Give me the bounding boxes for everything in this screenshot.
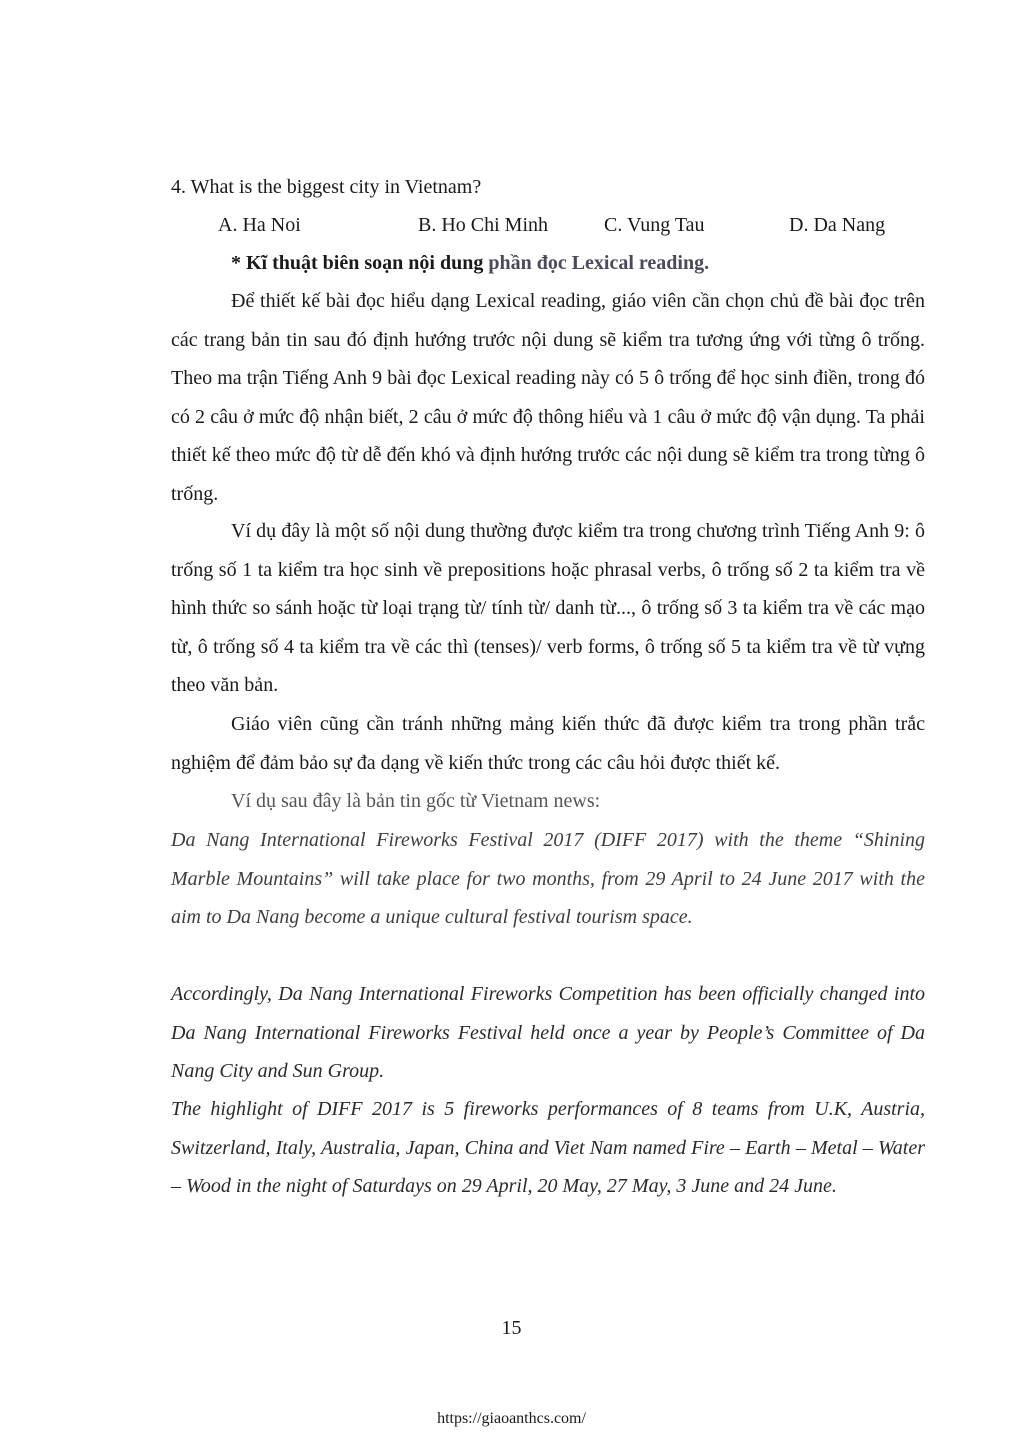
question-text: 4. What is the biggest city in Vietnam? — [171, 176, 482, 198]
heading-accent: phần đọc Lexical reading. — [488, 252, 710, 274]
paragraph-examples: Ví dụ đây là một số nội dung thường được kiểm tra trong chương trình Tiếng Anh 9: ô trống số 1 ta kiểm tra học sinh về prepositions hoặc phrasal verbs, ô trống số 2 ta kiểm tra về hình thức so sánh hoặc từ loại trạng từ/ tính từ/ danh từ..., ô trống số 3 ta kiểm tra về các mạo từ, ô trống số 4 ta kiểm tra về các thì (tenses)/ verb forms, ô trống số 5 ta kiểm tra về từ vựng theo văn bản. — [171, 520, 925, 696]
answer-options — [0, 211, 1023, 239]
news-paragraph-1: Da Nang International Fireworks Festival 2017 (DIFF 2017) with the theme “Shining Marble Mountains” will take place for two months, from 29 April to 24 June 2017 with the aim to Da Nang become a unique cultural festival tourism space. — [171, 829, 925, 928]
option-a: A. Ha Noi — [218, 214, 301, 236]
news-paragraph-3: The highlight of DIFF 2017 is 5 fireworks performances of 8 teams from U.K, Austria, Switzerland, Italy, Australia, Japan, China and Viet Nam named Fire – Earth – Metal – Water – Wood in the night of Saturdays on 29 April, 20 May, 27 May, 3 June and 24 June. — [171, 1098, 925, 1197]
option-d: D. Da Nang — [789, 214, 886, 236]
page-number: 15 — [501, 1317, 522, 1339]
section-heading — [231, 249, 709, 277]
paragraph-lexical-design: Để thiết kế bài đọc hiểu dạng Lexical reading, giáo viên cần chọn chủ đề bài đọc trên các trang bản tin sau đó định hướng trước nội dung sẽ kiểm tra tương ứng với từng ô trống. Theo ma trận Tiếng Anh 9 bài đọc Lexical reading này có 5 ô trống để học sinh điền, trong đó có 2 câu ở mức độ nhận biết, 2 câu ở mức độ thông hiểu và 1 câu ở mức độ vận dụng. Ta phải thiết kế theo mức độ từ dễ đến khó và định hướng trước các nội dung sẽ kiểm tra trong từng ô trống. — [171, 290, 925, 505]
news-paragraph-2: Accordingly, Da Nang International Fireworks Competition has been officially changed into Da Nang International Fireworks Festival held once a year by People’s Committee of Da Nang City and Sun Group. — [171, 983, 925, 1082]
option-c: C. Vung Tau — [604, 214, 705, 236]
footer-url[interactable]: https://giaoanthcs.com/ — [437, 1410, 586, 1427]
paragraph-avoid: Giáo viên cũng cần tránh những mảng kiến thức đã được kiểm tra trong phần trắc nghiệm để đảm bảo sự đa dạng về kiến thức trong các câu hỏi được thiết kế. — [171, 713, 925, 774]
paragraph-news-intro: Ví dụ sau đây là bản tin gốc từ Vietnam news: — [231, 790, 601, 812]
heading-prefix: * Kĩ thuật biên soạn nội dung — [231, 252, 489, 274]
option-b: B. Ho Chi Minh — [418, 214, 549, 236]
